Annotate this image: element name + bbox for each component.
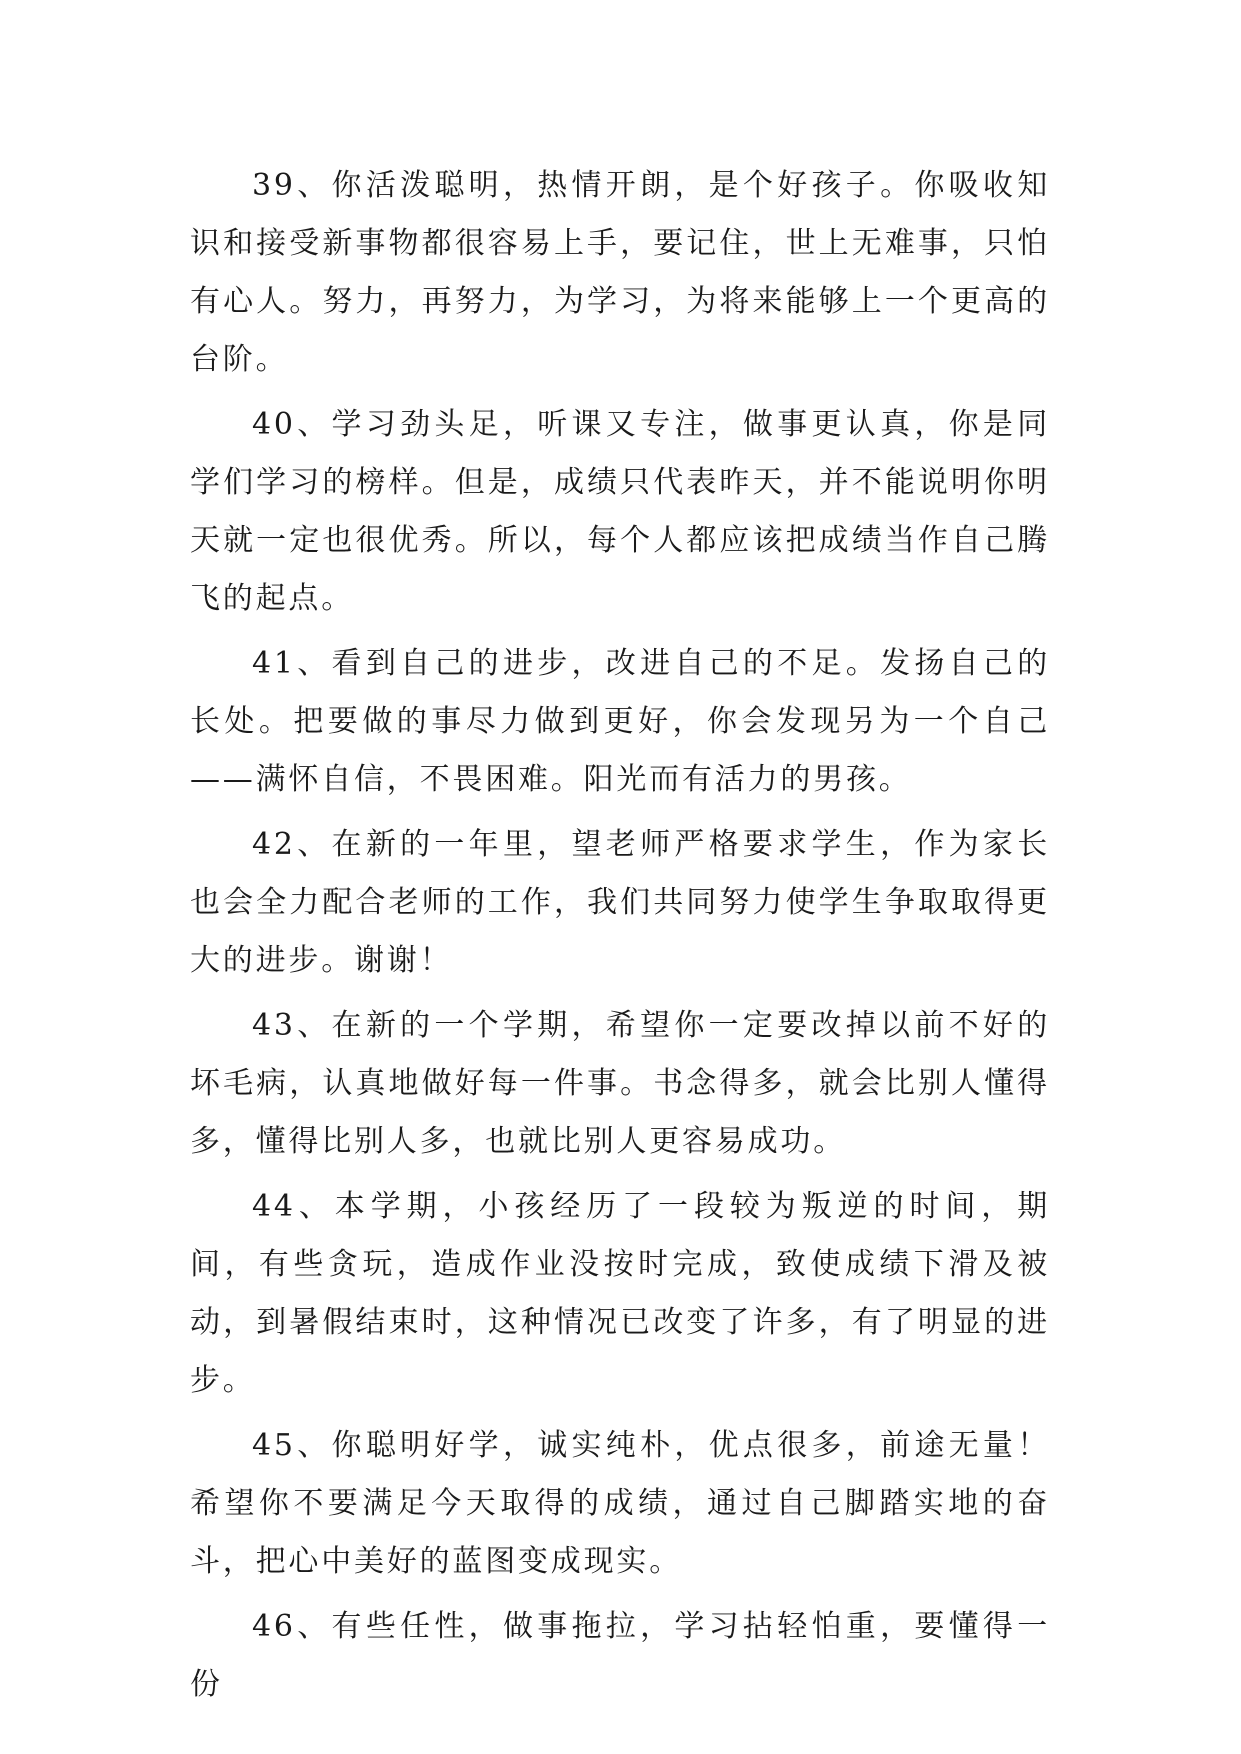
comment-paragraph-41: 41、看到自己的进步，改进自己的不足。发扬自己的长处。把要做的事尽力做到更好，你会发现另为一个自己——满怀自信，不畏困难。阳光而有活力的男孩。 <box>190 646 1050 797</box>
document-body <box>190 157 1050 1721</box>
comment-paragraph-40: 40、学习劲头足，听课又专注，做事更认真，你是同学们学习的榜样。但是，成绩只代表昨天，并不能说明你明天就一定也很优秀。所以，每个人都应该把成绩当作自己腾飞的起点。 <box>190 407 1050 616</box>
comment-paragraph-46: 46、有些任性，做事拖拉，学习拈轻怕重，要懂得一份 <box>190 1609 1050 1702</box>
comment-paragraph-43: 43、在新的一个学期，希望你一定要改掉以前不好的坏毛病，认真地做好每一件事。书念得多，就会比别人懂得多，懂得比别人多，也就比别人更容易成功。 <box>190 1008 1050 1159</box>
comment-paragraph-45: 45、你聪明好学，诚实纯朴，优点很多，前途无量！希望你不要满足今天取得的成绩，通过自己脚踏实地的奋斗，把心中美好的蓝图变成现实。 <box>190 1428 1050 1579</box>
comment-paragraph-39: 39、你活泼聪明，热情开朗，是个好孩子。你吸收知识和接受新事物都很容易上手，要记住，世上无难事，只怕有心人。努力，再努力，为学习，为将来能够上一个更高的台阶。 <box>190 168 1050 377</box>
comment-paragraph-42: 42、在新的一年里，望老师严格要求学生，作为家长也会全力配合老师的工作，我们共同努力使学生争取取得更大的进步。谢谢！ <box>190 827 1050 978</box>
comment-paragraph-44: 44、本学期，小孩经历了一段较为叛逆的时间，期间，有些贪玩，造成作业没按时完成，致使成绩下滑及被动，到暑假结束时，这种情况已改变了许多，有了明显的进步。 <box>190 1189 1050 1398</box>
